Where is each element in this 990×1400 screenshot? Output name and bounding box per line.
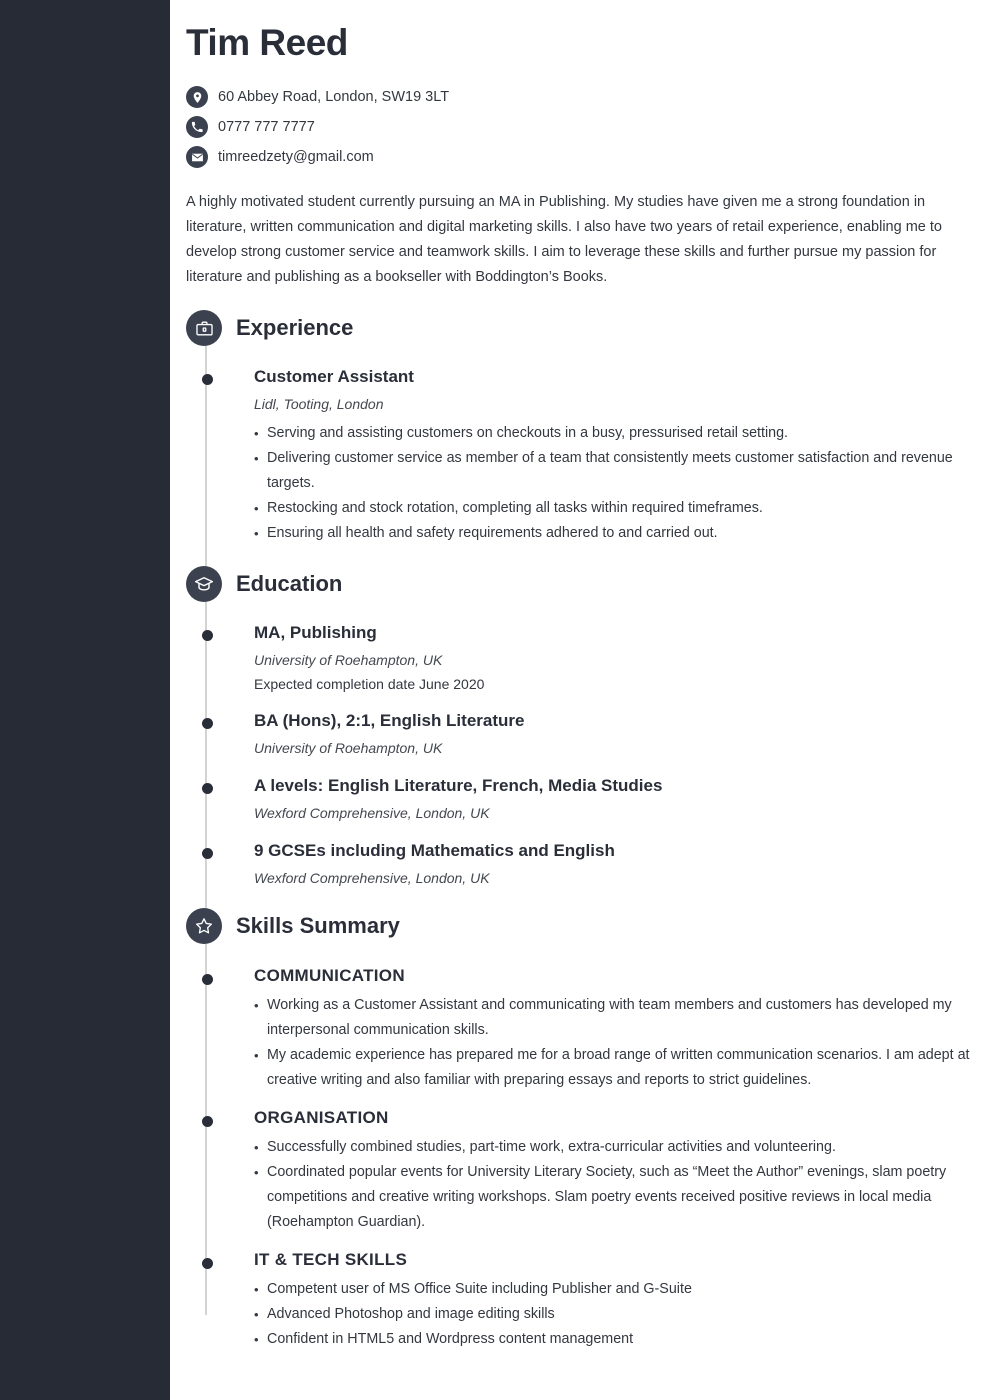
sidebar-date-education-0: 2020-06 bbox=[929, 595, 978, 610]
phone-icon bbox=[186, 116, 208, 138]
timeline-dot bbox=[202, 783, 213, 794]
sidebar-panel bbox=[0, 0, 170, 1400]
briefcase-icon bbox=[186, 310, 222, 346]
section-title-skills: Skills Summary bbox=[236, 913, 400, 938]
list-item: • Confident in HTML5 and Wordpress content management bbox=[254, 1327, 970, 1352]
experience-job-title: Customer Assistant bbox=[254, 367, 414, 386]
timeline-dot bbox=[202, 1116, 213, 1127]
list-item: • Working as a Customer Assistant and communicating with team members and customers has developed my interpersonal communication skills. bbox=[254, 993, 970, 1043]
sidebar-date-experience-0: 2017-10 - present bbox=[870, 357, 978, 372]
list-item: • Successfully combined studies, part-time work, extra-curricular activities and volunteering. bbox=[254, 1135, 970, 1160]
section-header-skills bbox=[170, 908, 970, 944]
experience-bullet-list bbox=[254, 421, 970, 546]
timeline-dot bbox=[202, 374, 213, 385]
education-degree: 9 GCSEs including Mathematics and English bbox=[254, 841, 615, 860]
contact-row-address bbox=[186, 86, 970, 108]
contact-list bbox=[186, 86, 970, 168]
education-entry bbox=[186, 840, 970, 888]
skill-bullet-list bbox=[254, 1277, 970, 1352]
skill-category-name: IT & TECH SKILLS bbox=[254, 1250, 408, 1269]
sidebar-date-education-2: 2013-09 - 2015-06 bbox=[869, 750, 978, 765]
skill-bullet-list bbox=[254, 993, 970, 1093]
education-entry bbox=[186, 710, 970, 758]
education-degree: A levels: English Literature, French, Media Studies bbox=[254, 776, 663, 795]
skill-category-name: ORGANISATION bbox=[254, 1108, 389, 1127]
timeline-dot bbox=[202, 630, 213, 641]
experience-entry bbox=[186, 366, 970, 546]
section-title-education: Education bbox=[236, 571, 343, 596]
list-item: • Competent user of MS Office Suite including Publisher and G-Suite bbox=[254, 1277, 970, 1302]
education-entry bbox=[186, 622, 970, 694]
education-institution: Wexford Comprehensive, London, UK bbox=[254, 870, 490, 886]
skill-bullet-list bbox=[254, 1135, 970, 1235]
list-item: • Restocking and stock rotation, completing all tasks within required timeframes. bbox=[254, 496, 970, 521]
list-item: • Advanced Photoshop and image editing skills bbox=[254, 1302, 970, 1327]
list-item: • Ensuring all health and safety requirements adhered to and carried out. bbox=[254, 521, 970, 546]
list-item: • Coordinated popular events for University Literary Society, such as “Meet the Author” evenings, slam poetry competitions and creative writing workshops. Slam poetry events received positive reviews in local media (Roehampton Guardian). bbox=[254, 1160, 970, 1235]
contact-address-text: 60 Abbey Road, London, SW19 3LT bbox=[218, 89, 450, 105]
contact-row-phone bbox=[186, 116, 970, 138]
timeline-dot bbox=[202, 718, 213, 729]
section-header-education bbox=[170, 566, 970, 602]
skill-category bbox=[186, 1108, 970, 1235]
education-institution: University of Roehampton, UK bbox=[254, 740, 443, 756]
section-header-experience bbox=[170, 310, 970, 346]
sidebar-date-education-1: 2015-09 - 2018-06 bbox=[869, 685, 978, 700]
contact-phone-text: 0777 777 7777 bbox=[218, 119, 315, 135]
professional-summary: A highly motivated student currently pursuing an MA in Publishing. My studies have given me a strong foundation in literature, written communication and digital marketing skills. I also have two years of retail experience, enabling me to develop strong customer service and teamwork skills. I aim to leverage these skills and further pursue my passion for literature and publishing as a bookseller with Boddington’s Books. bbox=[186, 194, 942, 285]
education-degree: BA (Hons), 2:1, English Literature bbox=[254, 711, 525, 730]
list-item: • Delivering customer service as member of a team that consistently meets customer satisfaction and revenue targets. bbox=[254, 446, 970, 496]
contact-row-email bbox=[186, 146, 970, 168]
education-institution: University of Roehampton, UK bbox=[254, 652, 443, 668]
education-entry bbox=[186, 775, 970, 823]
contact-email-text: timreedzety@gmail.com bbox=[218, 149, 374, 165]
education-institution: Wexford Comprehensive, London, UK bbox=[254, 805, 490, 821]
skill-category-name: COMMUNICATION bbox=[254, 966, 405, 985]
skill-category bbox=[186, 966, 970, 1093]
experience-employer: Lidl, Tooting, London bbox=[254, 396, 384, 412]
timeline-dot bbox=[202, 1258, 213, 1269]
education-degree: MA, Publishing bbox=[254, 623, 377, 642]
page-title: Tim Reed bbox=[186, 22, 348, 63]
list-item: • Serving and assisting customers on checkouts in a busy, pressurised retail setting. bbox=[254, 421, 970, 446]
main-content bbox=[170, 0, 990, 1400]
skill-category bbox=[186, 1250, 970, 1352]
star-icon bbox=[186, 908, 222, 944]
timeline-dot bbox=[202, 848, 213, 859]
list-item: • My academic experience has prepared me for a broad range of written communication scenarios. I am adept at creative writing and also familiar with preparing essays and reports to strict guidelines. bbox=[254, 1043, 970, 1093]
map-pin-icon bbox=[186, 86, 208, 108]
education-note: Expected completion date June 2020 bbox=[254, 676, 485, 692]
graduation-cap-icon bbox=[186, 566, 222, 602]
sidebar-date-education-3: 2011-09 - 2013-06 bbox=[870, 815, 978, 830]
timeline-dot bbox=[202, 974, 213, 985]
section-title-experience: Experience bbox=[236, 315, 354, 340]
envelope-icon bbox=[186, 146, 208, 168]
